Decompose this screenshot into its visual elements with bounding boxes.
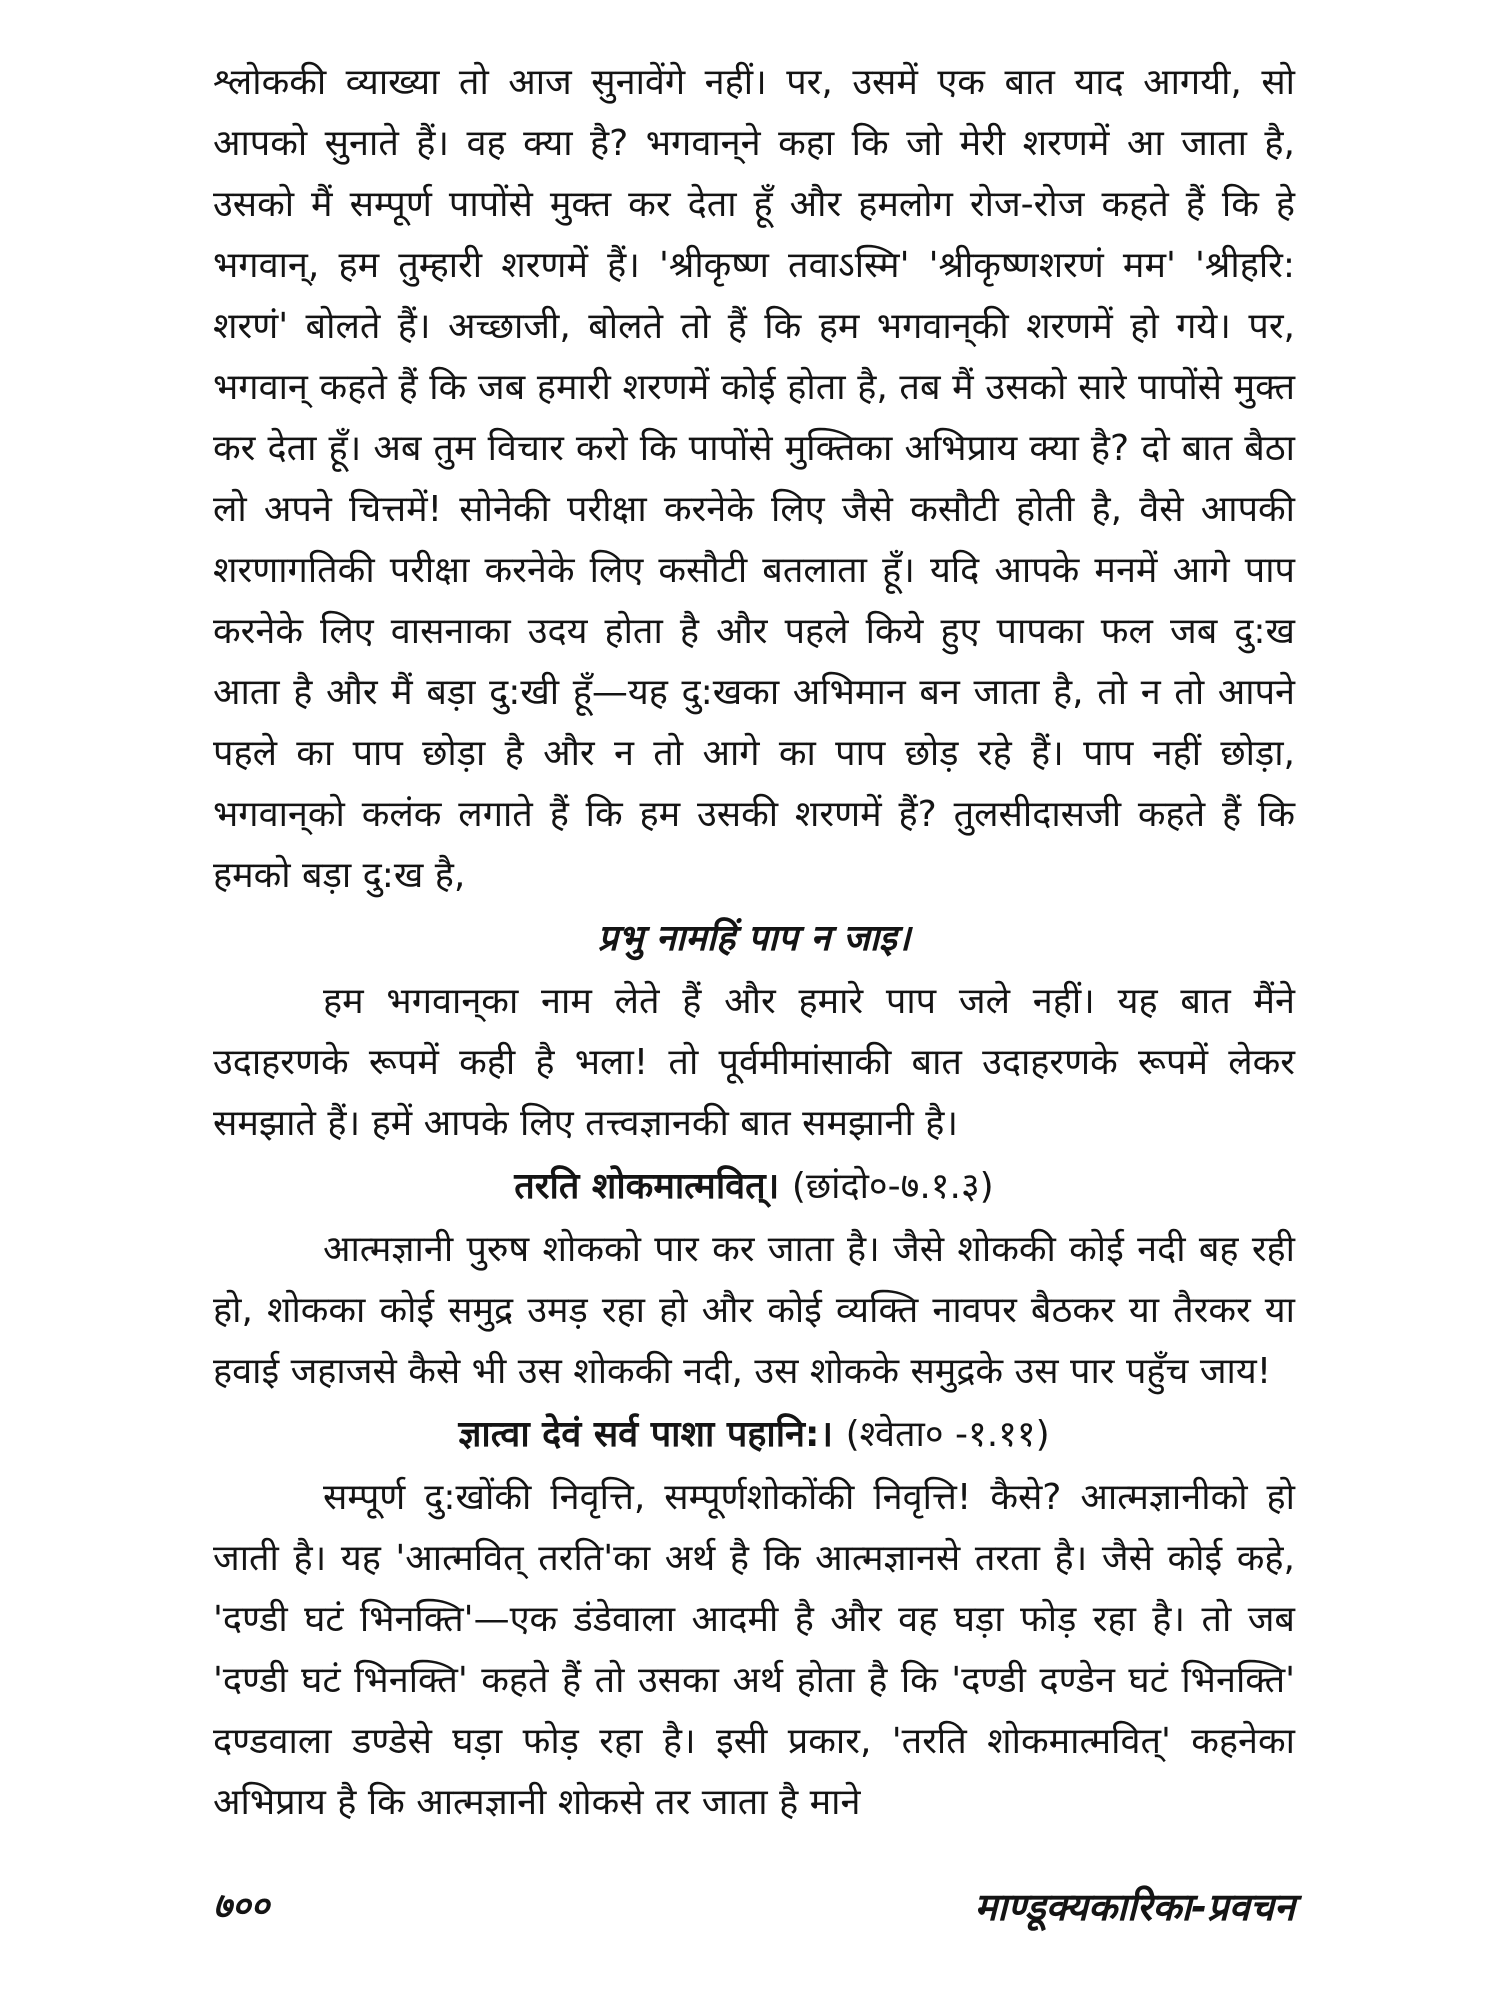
paragraph-4: सम्पूर्ण दु:खोंकी निवृत्ति, सम्पूर्णशोकोंकी निवृत्ति! कैसे? आत्मज्ञानीको हो जाती है। यह 'आत्मवित् तरति'का अर्थ है कि आत्मज्ञानसे तरता है। जैसे कोई कहे, 'दण्डी घटं भिनक्ति'—एक डंडेवाला आदमी है और वह घड़ा फोड़ रहा है। तो जब 'दण्डी घटं भिनक्ति' कहते हैं तो उसका अर्थ होता है कि 'दण्डी दण्डेन घटं भिनक्ति' दण्डवाला डण्डेसे घड़ा फोड़ रहा है। इसी प्रकार, 'तरति शोकमात्मवित्' कहनेका अभिप्राय है कि आत्मज्ञानी शोकसे तर जाता है माने	[213, 1477, 1295, 1823]
book-title: माण्डूक्यकारिका-प्रवचन	[974, 1885, 1295, 1929]
verse-text: तरति शोकमात्मवित्।	[514, 1166, 780, 1207]
verse-reference: (छांदो०-७.१.३)	[791, 1166, 994, 1207]
verse-text: ज्ञात्वा देवं सर्व पाशा पहानि:।	[458, 1414, 834, 1455]
page-number: ७००	[213, 1886, 270, 1927]
page-body	[213, 52, 1295, 1833]
paragraph-3: आत्मज्ञानी पुरुष शोकको पार कर जाता है। जैसे शोककी कोई नदी बह रही हो, शोकका कोई समुद्र उमड़ रहा हो और कोई व्यक्ति नावपर बैठकर या तैरकर या हवाई जहाजसे कैसे भी उस शोककी नदी, उस शोकके समुद्रके उस पार पहुँच जाय!	[213, 1229, 1295, 1392]
verse-reference: (श्वेता० -१.११)	[845, 1414, 1050, 1455]
verse-quote-shvetashvatara	[213, 1404, 1295, 1465]
verse-quote-chhandogya	[213, 1156, 1295, 1217]
paragraph-2: हम भगवान्‌का नाम लेते हैं और हमारे पाप जले नहीं। यह बात मैंने उदाहरणके रूपमें कही है भला! तो पूर्वमीमांसाकी बात उदाहरणके रूपमें लेकर समझाते हैं। हमें आपके लिए तत्त्वज्ञानकी बात समझानी है।	[213, 981, 1295, 1144]
verse-quote-tulsidas: प्रभु नामहिं पाप न जाइ।	[597, 918, 911, 959]
page-footer	[213, 1880, 1295, 1940]
paragraph-1: श्लोककी व्याख्या तो आज सुनावेंगे नहीं। पर, उसमें एक बात याद आगयी, सो आपको सुनाते हैं। वह क्या है? भगवान्‌ने कहा कि जो मेरी शरणमें आ जाता है, उसको मैं सम्पूर्ण पापोंसे मुक्त कर देता हूँ और हमलोग रोज-रोज कहते हैं कि हे भगवान्, हम तुम्हारी शरणमें हैं। 'श्रीकृष्ण तवाऽस्मि' 'श्रीकृष्णशरणं मम' 'श्रीहरि: शरणं' बोलते हैं। अच्छाजी, बोलते तो हैं कि हम भगवान्‌की शरणमें हो गये। पर, भगवान् कहते हैं कि जब हमारी शरणमें कोई होता है, तब मैं उसको सारे पापोंसे मुक्त कर देता हूँ। अब तुम विचार करो कि पापोंसे मुक्तिका अभिप्राय क्या है? दो बात बैठा लो अपने चित्तमें! सोनेकी परीक्षा करनेके लिए जैसे कसौटी होती है, वैसे आपकी शरणागतिकी परीक्षा करनेके लिए कसौटी बतलाता हूँ। यदि आपके मनमें आगे पाप करनेके लिए वासनाका उदय होता है और पहले किये हुए पापका फल जब दु:ख आता है और मैं बड़ा दु:खी हूँ—यह दु:खका अभिमान बन जाता है, तो न तो आपने पहले का पाप छोड़ा है और न तो आगे का पाप छोड़ रहे हैं। पाप नहीं छोड़ा, भगवान्‌को कलंक लगाते हैं कि हम उसकी शरणमें हैं? तुलसीदासजी कहते हैं कि हमको बड़ा दु:ख है,	[213, 62, 1295, 896]
